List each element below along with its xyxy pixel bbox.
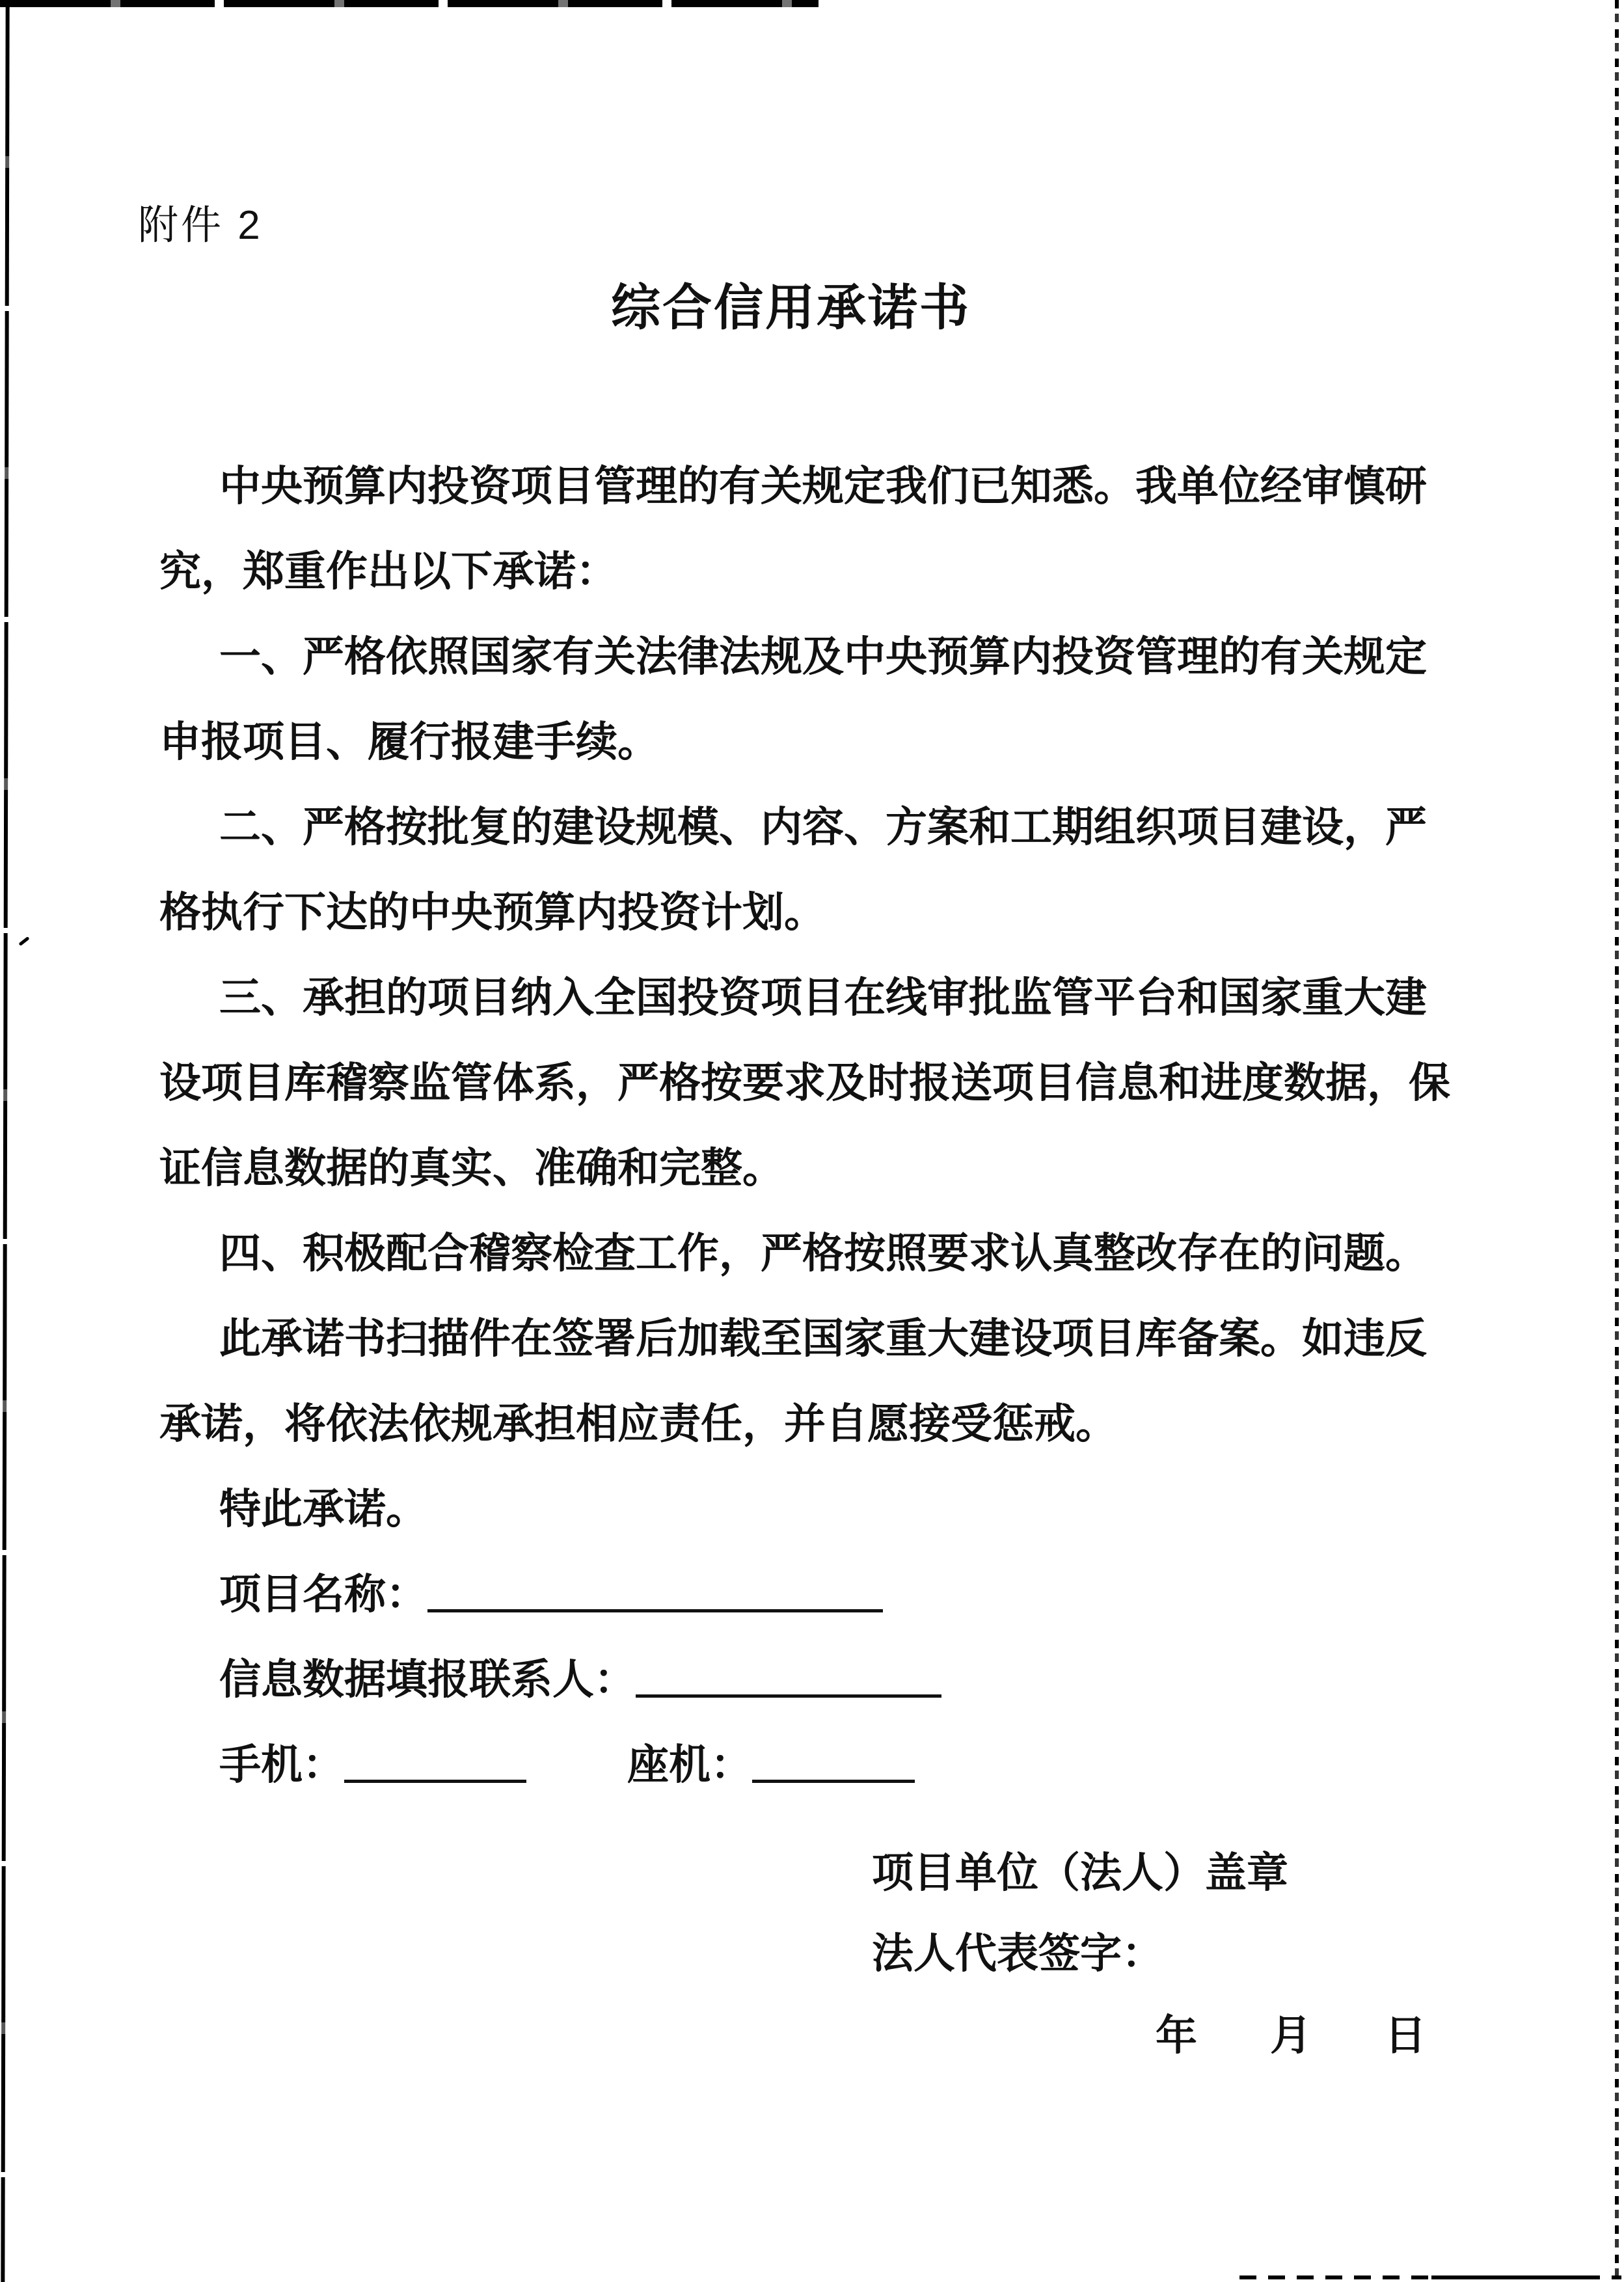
body-line: 究，郑重作出以下承诺： (159, 548, 617, 595)
project-name-row (159, 1552, 1425, 1637)
date-month-label: 月 (1270, 2012, 1312, 2059)
legal-representative-signature-line: 法人代表签字： (872, 1930, 1163, 1977)
date-year-label: 年 (1156, 2012, 1197, 2059)
body-line: 三、承担的项目纳入全国投资项目在线审批监管平台和国家重大建 (219, 974, 1427, 1021)
body-line: 特此承诺。 (219, 1486, 427, 1532)
document-title: 综合信用承诺书 (611, 280, 971, 336)
contact-label: 信息数据填报联系人： (219, 1656, 636, 1703)
scan-edge-top-line (0, 0, 819, 7)
body-line: 中央预算内投资项目管理的有关规定我们已知悉。我单位经审慎研 (219, 463, 1427, 509)
landline-blank (752, 1747, 915, 1783)
attachment-label: 附件 2 (138, 203, 263, 248)
document-body (159, 444, 1450, 1808)
mobile-label: 手机： (219, 1741, 344, 1788)
date-day-label: 日 (1385, 2012, 1426, 2059)
contact-row (159, 1637, 1425, 1722)
mobile-blank (344, 1747, 526, 1783)
body-line: 申报项目、履行报建手续。 (159, 718, 659, 765)
project-name-label: 项目名称： (219, 1571, 427, 1618)
body-line: 设项目库稽察监管体系，严格按要求及时报送项目信息和进度数据，保 (159, 1059, 1450, 1106)
body-line: 证信息数据的真实、准确和完整。 (159, 1145, 784, 1191)
landline-label: 座机： (627, 1741, 752, 1788)
scan-edge-right-line (1615, 0, 1619, 2282)
contact-blank (636, 1662, 941, 1698)
scan-edge-left-line (1, 0, 9, 2282)
body-line: 一、严格依照国家有关法律法规及中央预算内投资管理的有关规定 (219, 633, 1427, 680)
date-line (1156, 2012, 1426, 2059)
body-line: 此承诺书扫描件在签署后加载至国家重大建设项目库备案。如违反 (219, 1315, 1427, 1362)
ink-speck (18, 936, 29, 946)
project-name-blank (427, 1577, 883, 1612)
body-line: 二、严格按批复的建设规模、内容、方案和工期组织项目建设，严 (219, 804, 1427, 850)
scan-edge-bottom-solid-segment (1431, 2275, 1584, 2279)
body-line: 四、积极配合稽察检查工作，严格按照要求认真整改存在的问题。 (219, 1230, 1427, 1277)
body-line: 承诺，将依法依规承担相应责任，并自愿接受惩戒。 (159, 1400, 1117, 1447)
body-line: 格执行下达的中央预算内投资计划。 (159, 889, 826, 936)
phone-row (159, 1722, 1425, 1808)
seal-line: 项目单位（法人）盖章 (872, 1849, 1288, 1896)
